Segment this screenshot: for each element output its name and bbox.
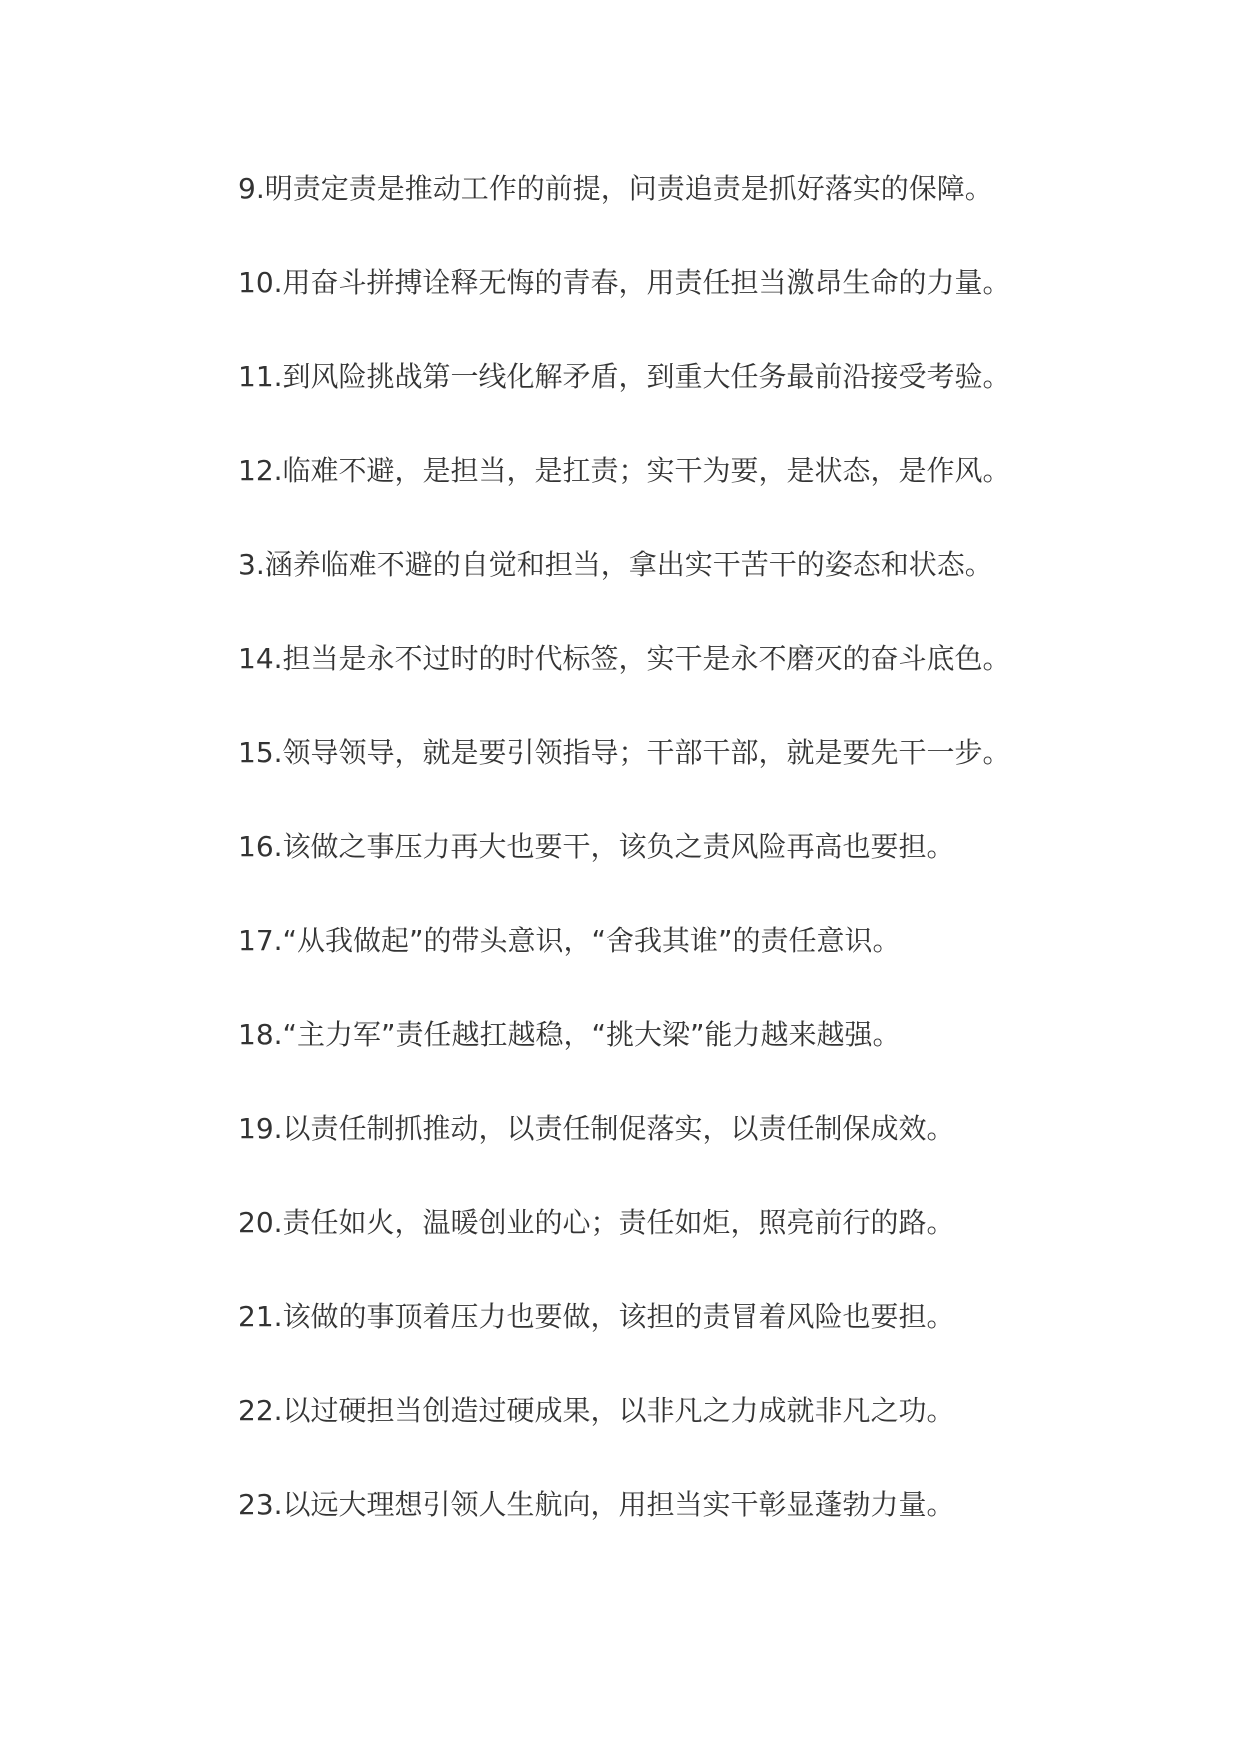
text-line-18: 18.“主力军”责任越扛越稳，“挑大梁”能力越来越强。 xyxy=(238,1018,901,1051)
text-line-19: 19.以责任制抓推动，以责任制促落实，以责任制保成效。 xyxy=(238,1112,955,1145)
text-line-10: 10.用奋斗拼搏诠释无悔的青春，用责任担当激昂生命的力量。 xyxy=(238,266,1011,299)
text-line-3: 3.涵养临难不避的自觉和担当，拿出实干苦干的姿态和状态。 xyxy=(238,548,993,581)
text-line-15: 15.领导领导，就是要引领指导；干部干部，就是要先干一步。 xyxy=(238,736,1011,769)
text-lines xyxy=(238,172,1138,1582)
text-line-16: 16.该做之事压力再大也要干，该负之责风险再高也要担。 xyxy=(238,830,955,863)
text-line-21: 21.该做的事顶着压力也要做，该担的责冒着风险也要担。 xyxy=(238,1300,955,1333)
text-line-17: 17.“从我做起”的带头意识，“舍我其谁”的责任意识。 xyxy=(238,924,901,957)
text-line-11: 11.到风险挑战第一线化解矛盾，到重大任务最前沿接受考验。 xyxy=(238,360,1011,393)
text-line-9: 9.明责定责是推动工作的前提，问责追责是抓好落实的保障。 xyxy=(238,172,993,205)
text-line-12: 12.临难不避，是担当，是扛责；实干为要，是状态，是作风。 xyxy=(238,454,1011,487)
text-line-23: 23.以远大理想引领人生航向，用担当实干彰显蓬勃力量。 xyxy=(238,1488,955,1521)
text-line-20: 20.责任如火，温暖创业的心；责任如炬，照亮前行的路。 xyxy=(238,1206,955,1239)
text-line-22: 22.以过硬担当创造过硬成果，以非凡之力成就非凡之功。 xyxy=(238,1394,955,1427)
text-line-14: 14.担当是永不过时的时代标签，实干是永不磨灭的奋斗底色。 xyxy=(238,642,1011,675)
